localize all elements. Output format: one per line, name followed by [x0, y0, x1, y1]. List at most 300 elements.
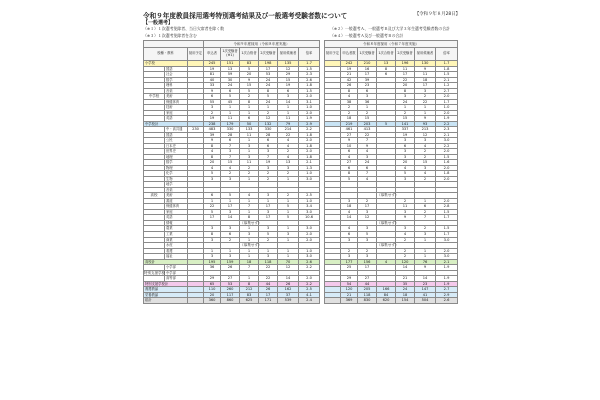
row-label: 特別支援学校計 [144, 281, 188, 287]
subject-label: 国語 [165, 132, 188, 138]
table-cell: 2 [415, 176, 436, 182]
table-cell: 369 [341, 298, 358, 304]
subject-label: 世界史 [165, 149, 188, 155]
table-cell [188, 298, 204, 304]
table-cell: 1.9 [299, 116, 320, 122]
table-cell: 1 [221, 248, 240, 254]
table-cell: 14 [221, 215, 240, 221]
table-cell: 2.2 [436, 121, 458, 127]
table-cell: 3 [240, 143, 259, 149]
table-cell: 6 [341, 165, 358, 171]
table-cell: 76 [415, 259, 436, 265]
table-cell: 1.9 [436, 276, 458, 282]
table-cell: 17 [358, 265, 377, 271]
table-cell: 12 [278, 265, 299, 271]
table-cell: 1.8 [299, 154, 320, 160]
table-cell: 1 [278, 226, 299, 232]
table-cell: 25 [341, 265, 358, 271]
table-cell: 23 [358, 83, 377, 89]
table-cell: 1.3 [299, 165, 320, 171]
table-cell: 4 [396, 231, 415, 237]
period-header: 令和８年度採用（令和７年度実施） [325, 41, 458, 48]
table-cell: 45 [221, 99, 240, 105]
table-cell: 29 [278, 72, 299, 78]
table-cell: 4 [278, 143, 299, 149]
table-cell: 15 [415, 160, 436, 166]
table-cell: 9 [415, 66, 436, 72]
table-cell: 1 [240, 149, 259, 155]
table-cell: 4 [396, 165, 415, 171]
table-cell: 5 [259, 231, 278, 237]
table-cell: 12 [278, 66, 299, 72]
table-cell: 21 [341, 292, 358, 298]
table-cell: 6 [221, 88, 240, 94]
table-cell: 8 [204, 154, 221, 160]
table-cell: 4 [204, 165, 221, 171]
subject-label: 数学 [165, 77, 188, 83]
table-cell: 2.3 [436, 127, 458, 133]
table-cell: 1.5 [299, 66, 320, 72]
table-cell: 3 [259, 149, 278, 155]
table-cell: 17 [396, 72, 415, 78]
table-cell: 4 [278, 138, 299, 144]
subject-label: 家庭 [165, 209, 188, 215]
table-cell: 1 [259, 248, 278, 254]
subject-label: 商業 [165, 237, 188, 243]
table-cell: 5 [278, 215, 299, 221]
table-cell: 1 [240, 237, 259, 243]
header-cell: 1次合格者 [377, 48, 396, 61]
table-cell: 93 [415, 121, 436, 127]
table-cell: 6 [341, 231, 358, 237]
header-cell: 採用候補者 [415, 48, 436, 61]
table-cell: 1 [278, 110, 299, 116]
table-cell: 19 [396, 132, 415, 138]
table-cell: 2.2 [299, 281, 320, 287]
table-cell: 3 [278, 165, 299, 171]
table-cell: 22 [415, 99, 436, 105]
table-cell: 1.7 [299, 61, 320, 67]
subject-label: 家庭 [165, 110, 188, 116]
table-cell: 3.0 [299, 209, 320, 215]
table-cell: 7 [221, 143, 240, 149]
table-cell: 135 [278, 61, 299, 67]
table-cell: 20 [396, 160, 415, 166]
table-cell: 1 [415, 237, 436, 243]
subject-label: 英語 [165, 116, 188, 122]
table-cell: 1.0 [299, 171, 320, 177]
table-cell: 22 [396, 77, 415, 83]
table-cell: 162 [278, 287, 299, 293]
note-2: （※２）一般選考Ａ、一般選考Ｂ及び大学３年生選考受験者数の合計 [330, 26, 450, 31]
table-cell: 6 [221, 138, 240, 144]
table-cell: 2 [259, 110, 278, 116]
header-cell: 1次受験者 [358, 48, 377, 61]
table-cell: 230 [188, 127, 204, 133]
table-cell: 1 [240, 105, 259, 111]
table-cell: 12 [259, 116, 278, 122]
table-cell: 2 [221, 237, 240, 243]
table-cell: 1 [240, 110, 259, 116]
group-cell: 中学校 [144, 94, 165, 100]
table-cell: 120 [341, 287, 358, 293]
table-cell: 5 [259, 94, 278, 100]
table-cell: 360 [204, 298, 221, 304]
subject-label: 公民 [165, 138, 188, 144]
table-cell: 6 [240, 116, 259, 122]
table-cell: 2 [415, 149, 436, 155]
subject-label: 化学 [165, 171, 188, 177]
table-cell: 3 [358, 254, 377, 260]
header-cell: 1次受験者 (※1) [221, 48, 240, 61]
table-cell: 1.0 [299, 105, 320, 111]
current-year-table [143, 40, 320, 304]
table-cell: 42 [341, 77, 358, 83]
table-cell: 203 [358, 121, 377, 127]
table-cell: 2.6 [299, 77, 320, 83]
table-cell: 8 [396, 88, 415, 94]
table-cell: 24 [259, 77, 278, 83]
table-cell: 110 [204, 287, 221, 293]
table-cell: 1.7 [436, 231, 458, 237]
subject-label: 数学 [165, 160, 188, 166]
table-cell: 5 [358, 231, 377, 237]
table-cell: 2.2 [436, 143, 458, 149]
table-cell: 3 [259, 254, 278, 260]
table-cell: 2 [415, 154, 436, 160]
table-cell: 3.0 [299, 226, 320, 232]
table-cell: 1 [240, 254, 259, 260]
table-cell: 539 [278, 298, 299, 304]
table-cell: 1 [240, 226, 259, 232]
page-title: 令和９年度教員採用選考特別選考結果及び一般選考受験者数について [143, 12, 348, 20]
table-cell: 65 [204, 281, 221, 287]
table-cell: 118 [259, 259, 278, 265]
table-cell: 1.5 [436, 154, 458, 160]
table-cell: 205 [358, 287, 377, 293]
note-4: （※４）一般選考Ａ及び一般選考Ｂの合計 [330, 33, 404, 38]
table-cell: 17 [259, 215, 278, 221]
table-cell: 2.1 [436, 132, 458, 138]
table-cell: 2 [396, 254, 415, 260]
table-cell: 3 [358, 226, 377, 232]
table-cell: 4 [341, 94, 358, 100]
table-cell: （募集せず） [240, 243, 262, 248]
table-cell: 17 [204, 215, 221, 221]
subject-label: 工業 [165, 231, 188, 237]
subject-label: 高等部 [165, 276, 188, 282]
table-cell: 3 [415, 138, 436, 144]
table-cell: 70 [278, 259, 299, 265]
table-cell: 2.5 [299, 287, 320, 293]
table-cell: 179 [221, 121, 240, 127]
subject-label: 情報 [165, 220, 188, 226]
previous-year-table [324, 40, 458, 304]
table-cell: 3.0 [299, 176, 320, 182]
table-cell: 2.0 [299, 276, 320, 282]
table-cell: 177 [341, 259, 358, 265]
table-cell: 1 [240, 248, 259, 254]
table-cell: 53 [259, 72, 278, 78]
table-cell: 2.2 [299, 265, 320, 271]
table-cell: 39 [358, 77, 377, 83]
table-cell: 2.0 [436, 149, 458, 155]
table-cell: 6 [358, 165, 377, 171]
table-cell: 17 [221, 204, 240, 210]
table-cell: 5 [377, 121, 396, 127]
table-cell: 3 [415, 231, 436, 237]
table-cell: 3 [221, 254, 240, 260]
table-cell: 41 [415, 292, 436, 298]
subject-label: 美術 [165, 193, 188, 199]
table-cell: 14 [341, 215, 358, 221]
table-cell: 2.0 [436, 248, 458, 254]
table-cell: 2 [259, 237, 278, 243]
table-cell: 27 [221, 276, 240, 282]
subject-label: 中・高共通 [165, 127, 188, 133]
table-cell: 8 [341, 171, 358, 177]
table-cell: 2 [358, 248, 377, 254]
table-cell: 6 [341, 149, 358, 155]
table-cell: 118 [358, 292, 377, 298]
table-cell: 19 [341, 66, 358, 72]
table-cell: 3 [341, 198, 358, 204]
table-cell: 4 [204, 149, 221, 155]
row-label: 高校計 [144, 259, 188, 265]
table-cell: 504 [415, 298, 436, 304]
table-cell: 59 [221, 72, 240, 78]
table-cell: 3.0 [436, 254, 458, 260]
table-cell: 1.6 [436, 160, 458, 166]
table-cell: 13 [278, 160, 299, 166]
table-cell: 2.9 [436, 292, 458, 298]
subject-label: 看護 [165, 248, 188, 254]
table-cell: 1 [415, 248, 436, 254]
table-cell: 3 [358, 237, 377, 243]
table-cell: 3 [204, 226, 221, 232]
header-cell: 申込者数 [341, 48, 358, 61]
table-cell: 3 [396, 149, 415, 155]
table-cell: 3 [358, 94, 377, 100]
table-cell: 7 [358, 171, 377, 177]
table-cell: 1.2 [436, 83, 458, 89]
table-cell: 3 [415, 165, 436, 171]
table-cell: 17 [415, 83, 436, 89]
table-cell: 2.0 [436, 198, 458, 204]
header-cell: 採用予定 [188, 48, 204, 61]
table-cell: 11 [415, 72, 436, 78]
table-cell: 5 [240, 88, 259, 94]
table-row [144, 298, 320, 304]
table-cell: 8 [204, 143, 221, 149]
table-cell: 2.6 [299, 259, 320, 265]
table-cell: 22 [358, 132, 377, 138]
table-cell: 6 [204, 94, 221, 100]
table-cell: 330 [221, 127, 240, 133]
table-cell: 7 [259, 154, 278, 160]
table-cell: 10.6 [299, 215, 320, 221]
table-cell: 1.5 [299, 88, 320, 94]
table-cell: 2 [396, 237, 415, 243]
table-cell: 27 [341, 160, 358, 166]
subject-label: 水産 [165, 243, 188, 249]
table-cell: 44 [259, 281, 278, 287]
table-cell: 196 [396, 61, 415, 67]
table-cell: 36 [204, 265, 221, 271]
table-cell: 1 [278, 254, 299, 260]
table-cell: 22 [278, 132, 299, 138]
table-cell: 22 [259, 265, 278, 271]
table-cell: 2.6 [436, 298, 458, 304]
table-cell: 2.0 [436, 176, 458, 182]
table-cell: 20 [204, 160, 221, 166]
table-cell: 1.8 [436, 171, 458, 177]
table-cell: 3 [259, 193, 278, 199]
table-cell: 620 [377, 298, 396, 304]
table-cell: 3 [240, 231, 259, 237]
table-cell: 1 [278, 209, 299, 215]
table-cell: 1 [204, 248, 221, 254]
period-header: 令和９年度採用（令和８年度実施） [204, 41, 320, 48]
table-cell: 210 [358, 61, 377, 67]
table-cell: 81 [204, 72, 221, 78]
table-cell: 4 [221, 165, 240, 171]
header-cell: 2次受験者 [259, 48, 278, 61]
table-cell: 2 [278, 171, 299, 177]
table-cell: 330 [259, 127, 278, 133]
table-cell: 2.0 [436, 165, 458, 171]
subject-label: 国語 [165, 66, 188, 72]
table-cell: 54 [341, 281, 358, 287]
table-cell: 2.0 [299, 138, 320, 144]
table-cell: 2 [396, 198, 415, 204]
table-cell: 2 [240, 165, 259, 171]
table-cell: 3 [396, 138, 415, 144]
table-cell: 2 [341, 248, 358, 254]
table-cell: 1.0 [299, 248, 320, 254]
subject-label: 理科 [165, 83, 188, 89]
table-cell: 4 [415, 143, 436, 149]
table-cell: 132 [259, 121, 278, 127]
table-cell: 1 [415, 110, 436, 116]
table-cell: 9 [341, 138, 358, 144]
table-cell: 2 [240, 171, 259, 177]
table-cell: 2 [240, 94, 259, 100]
subject-label: 技術 [165, 105, 188, 111]
table-cell: 2 [415, 226, 436, 232]
table-cell: 24 [221, 83, 240, 89]
row-label: 中学校計 [144, 121, 188, 127]
table-cell: 830 [358, 298, 377, 304]
table-cell: 3 [396, 226, 415, 232]
table-cell: 23 [415, 281, 436, 287]
table-cell: 9 [204, 88, 221, 94]
table-cell: 4 [278, 154, 299, 160]
table-cell: 1.8 [299, 143, 320, 149]
table-cell: 159 [221, 259, 240, 265]
subject-label: 社会 [165, 72, 188, 78]
table-cell: 120 [396, 259, 415, 265]
table-cell: 6 [204, 193, 221, 199]
table-cell: 44 [358, 281, 377, 287]
table-cell: 1 [396, 105, 415, 111]
header-cell: 申込者 [204, 48, 221, 61]
table-cell: 260 [221, 287, 240, 293]
table-cell: 8 [240, 215, 259, 221]
table-cell: （募集せず） [377, 243, 399, 248]
table-cell: 1.7 [436, 61, 458, 67]
table-cell: 3 [259, 165, 278, 171]
table-cell: 29 [341, 276, 358, 282]
table-cell: 26 [341, 83, 358, 89]
group-cell: 特別支援学校 [144, 270, 165, 275]
table-cell: 245 [204, 61, 221, 67]
table-cell: 1 [221, 105, 240, 111]
table-cell: 21 [396, 276, 415, 282]
table-cell: 2.1 [299, 160, 320, 166]
table-cell: 3 [358, 154, 377, 160]
table-cell: 14 [278, 99, 299, 105]
table-cell: 2.0 [299, 237, 320, 243]
table-cell: 11 [221, 116, 240, 122]
table-cell: 5 [396, 171, 415, 177]
table-cell: 1 [358, 105, 377, 111]
table-cell: 2.0 [436, 94, 458, 100]
table-cell: 2.0 [436, 110, 458, 116]
table-cell: 3 [221, 176, 240, 182]
table-cell: 117 [221, 292, 240, 298]
table-cell: 9 [415, 116, 436, 122]
table-cell: 15 [278, 77, 299, 83]
table-cell: 8 [259, 88, 278, 94]
table-cell: 14 [415, 276, 436, 282]
table-cell: 7 [358, 138, 377, 144]
table-cell: 4 [377, 259, 396, 265]
table-cell: 141 [396, 121, 415, 127]
table-cell: 36 [358, 99, 377, 105]
table-cell: 4 [358, 149, 377, 155]
table-cell: 26 [278, 281, 299, 287]
table-cell: 6 [415, 204, 436, 210]
table-cell: 17 [259, 292, 278, 298]
table-cell: 3 [204, 105, 221, 111]
subject-label: 地理 [165, 154, 188, 160]
table-cell: 1 [240, 276, 259, 282]
table-cell: 2 [358, 198, 377, 204]
table-cell: 8 [377, 66, 396, 72]
table-cell: 84 [377, 292, 396, 298]
table-cell: 3 [415, 88, 436, 94]
subject-label: 地学 [165, 182, 188, 188]
header-cell [144, 41, 204, 48]
table-cell: 8 [341, 88, 358, 94]
table-cell: 22 [204, 204, 221, 210]
table-cell: 2.5 [299, 193, 320, 199]
table-cell: 53 [221, 281, 240, 287]
table-cell: 156 [358, 259, 377, 265]
table-cell: 4.1 [299, 292, 320, 298]
table-cell: 83 [240, 292, 259, 298]
table-cell: 24 [396, 287, 415, 293]
table-cell: 79 [278, 121, 299, 127]
table-cell: 11 [240, 160, 259, 166]
table-cell: 1 [278, 176, 299, 182]
table-cell: 8 [240, 99, 259, 105]
table-cell: 1.5 [436, 72, 458, 78]
group-cell: 高校 [144, 193, 165, 199]
header-category: 校種・教科 [144, 48, 188, 61]
table-cell: 13 [221, 66, 240, 72]
